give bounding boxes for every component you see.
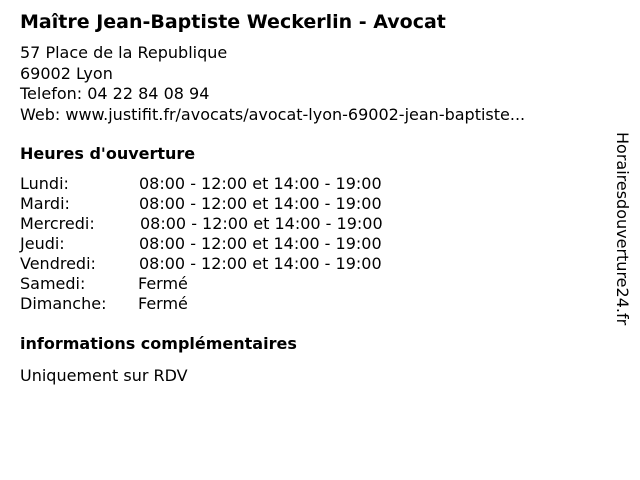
hours-row-tuesday <box>20 194 460 214</box>
hours-row-monday <box>20 174 460 194</box>
day-hours: Fermé <box>138 294 188 313</box>
day-hours: 08:00 - 12:00 et 14:00 - 19:00 <box>139 234 382 253</box>
day-hours: 08:00 - 12:00 et 14:00 - 19:00 <box>139 194 382 213</box>
day-label: Mardi: <box>20 194 70 213</box>
additional-info-text: Uniquement sur RDV <box>20 366 188 385</box>
day-label: Dimanche: <box>20 294 107 313</box>
opening-hours-heading: Heures d'ouverture <box>20 144 196 163</box>
day-hours: 08:00 - 12:00 et 14:00 - 19:00 <box>139 254 382 273</box>
website-link: Web: www.justifit.fr/avocats/avocat-lyon-69002-jean-baptiste... <box>20 104 526 124</box>
street-address: 57 Place de la Republique <box>20 43 228 62</box>
business-title: Maître Jean-Baptiste Weckerlin - Avocat <box>20 11 446 33</box>
day-label: Vendredi: <box>20 254 96 273</box>
hours-row-wednesday <box>20 214 460 234</box>
hours-row-saturday <box>20 274 460 294</box>
day-label: Samedi: <box>20 274 86 293</box>
hours-row-thursday <box>20 234 460 254</box>
site-watermark <box>612 132 632 372</box>
day-hours: 08:00 - 12:00 et 14:00 - 19:00 <box>139 174 382 193</box>
additional-info-heading: informations complémentaires <box>20 334 297 353</box>
day-hours: 08:00 - 12:00 et 14:00 - 19:00 <box>140 214 383 233</box>
day-label: Lundi: <box>20 174 69 193</box>
watermark-text: Horairesdouverture24.fr <box>613 132 632 326</box>
city-address: 69002 Lyon <box>20 63 113 83</box>
opening-hours-table <box>20 174 460 314</box>
day-label: Jeudi: <box>20 234 65 253</box>
day-label: Mercredi: <box>20 214 95 233</box>
hours-row-sunday <box>20 294 460 314</box>
day-hours: Fermé <box>138 274 188 293</box>
contact-block <box>20 43 525 125</box>
hours-row-friday <box>20 254 460 274</box>
phone-number: Telefon: 04 22 84 08 94 <box>20 84 210 103</box>
